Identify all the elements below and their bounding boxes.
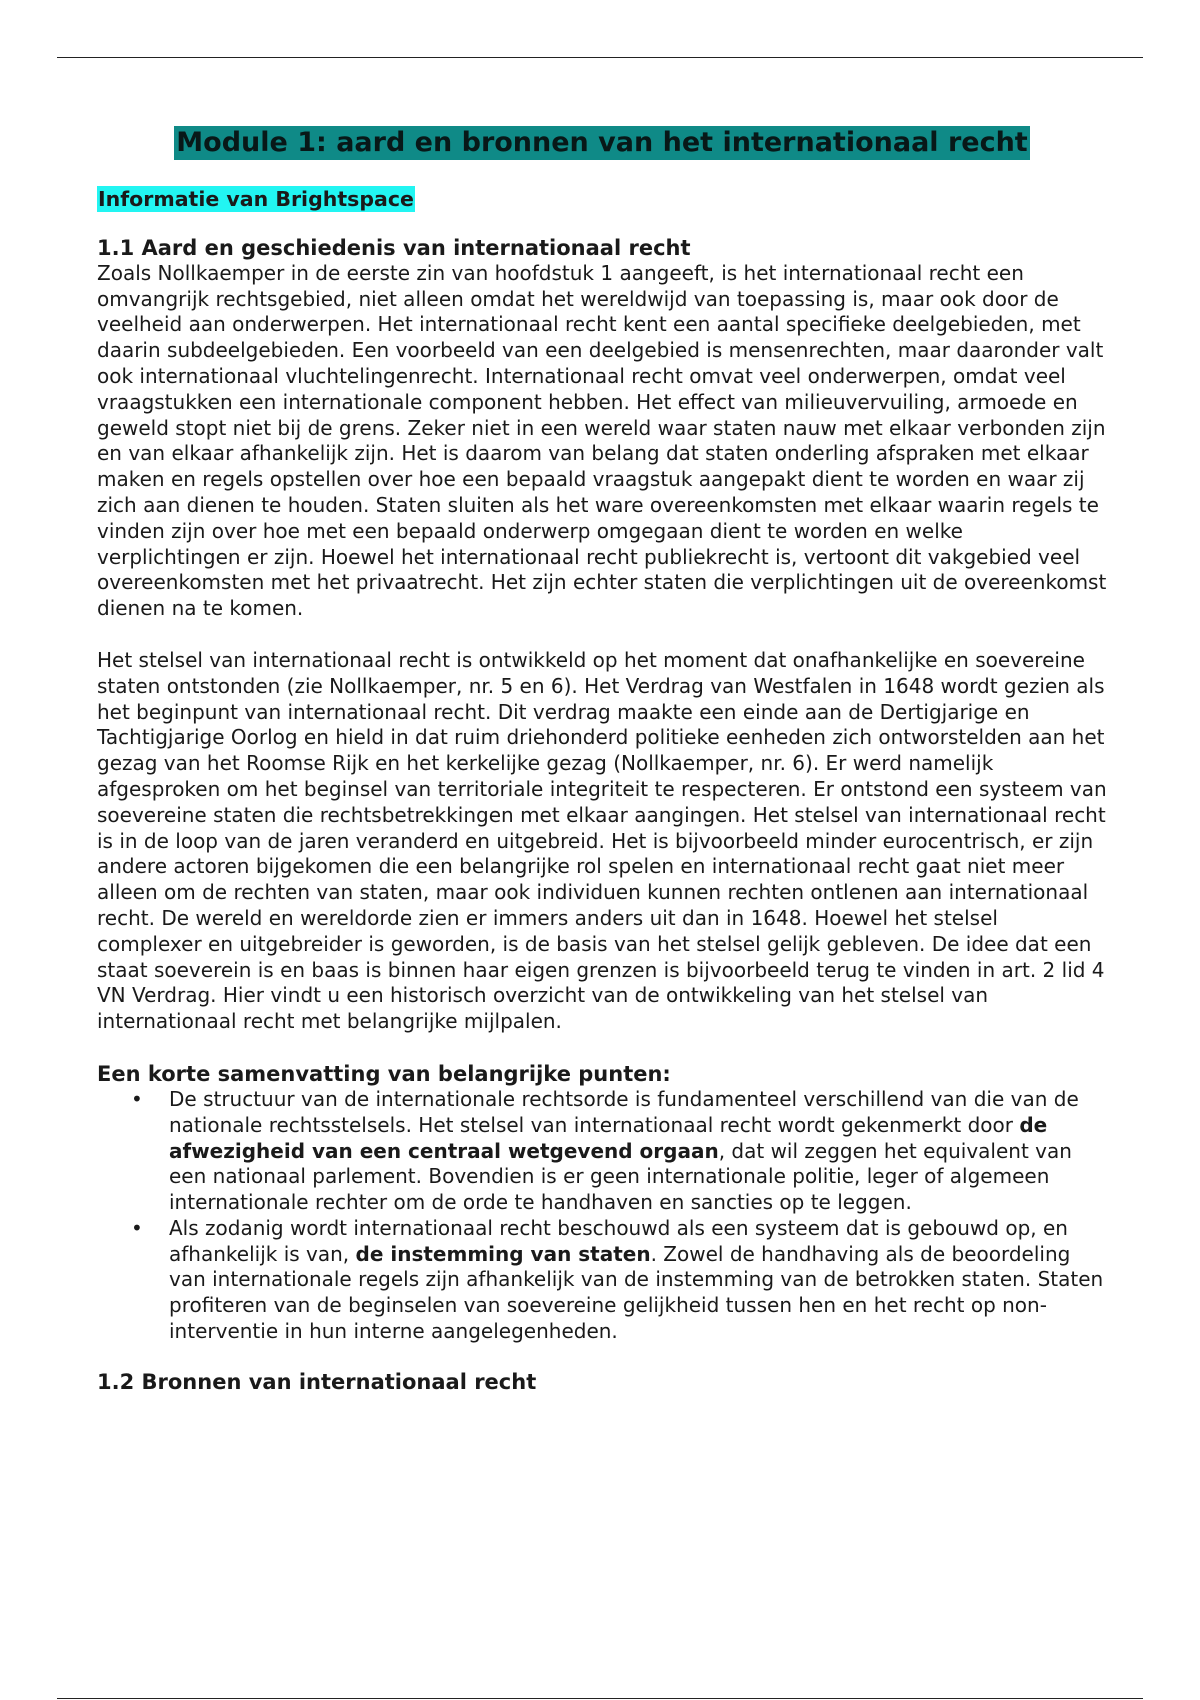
module-title: Module 1: aard en bronnen van het internationaal recht xyxy=(176,127,1028,158)
summary-item xyxy=(97,1087,1107,1216)
bullet-icon: • xyxy=(131,1086,143,1111)
summary-item xyxy=(97,1216,1107,1345)
summary-item-text: De structuur van de internationale rechtsorde is fundamenteel verschillend van die van de nationale rechtsstelsels. Het stelsel van internationaal recht wordt gekenmerkt door xyxy=(169,1086,1079,1137)
footer-rule xyxy=(57,1698,1143,1699)
summary-list xyxy=(97,1087,1107,1345)
summary-item-text: , dat wil zeggen het equivalent van een nationaal parlement. Bovendien is er geen internationale politie, leger of algemeen internationale rechter om de orde te handhaven en sancties op te leggen. xyxy=(169,1138,1072,1215)
info-label: Informatie van Brightspace xyxy=(98,187,414,211)
section-1-1-paragraph-1: Zoals Nollkaemper in de eerste zin van hoofdstuk 1 aangeeft, is het internationaal recht een omvangrijk rechtsgebied, niet alleen omdat het wereldwijd van toepassing is, maar ook door de veelheid aan onderwerpen. Het internationaal recht kent een aantal specifieke deelgebieden, met daarin subdeelgebieden. Een voorbeeld van een deelgebied is mensenrechten, maar daaronder valt ook internationaal vluchtelingenrecht. Internationaal recht omvat veel onderwerpen, omdat veel vraagstukken een internationale component hebben. Het effect van milieuvervuiling, armoede en geweld stopt niet bij de grens. Zeker niet in een wereld waar staten nauw met elkaar verbonden zijn en van elkaar afhankelijk zijn. Het is daarom van belang dat staten onderling afspraken met elkaar maken en regels opstellen over hoe een bepaald vraagstuk aangepakt dient te worden en waar zij zich aan dienen te houden. Staten sluiten als het ware overeenkomsten met elkaar waarin regels te vinden zijn over hoe met een bepaald onderwerp omgegaan dient te worden en welke verplichtingen er zijn. Hoewel het internationaal recht publiekrecht is, vertoont dit vakgebied veel overeenkomsten met het privaatrecht. Het zijn echter staten die verplichtingen uit de overeenkomst dienen na te komen. xyxy=(97,260,1107,621)
section-1-1-paragraph-2: Het stelsel van internationaal recht is ontwikkeld op het moment dat onafhankelijke en soevereine staten ontstonden (zie Nollkaemper, nr. 5 en 6). Het Verdrag van Westfalen in 1648 wordt gezien als het beginpunt van internationaal recht. Dit verdrag maakte een einde aan de Dertigjarige en Tachtigjarige Oorlog en hield in dat ruim driehonderd politieke eenheden zich ontworstelden aan het gezag van het Roomse Rijk en het kerkelijke gezag (Nollkaemper, nr. 6). Er werd namelijk afgesproken om het beginsel van territoriale integriteit te respecteren. Er ontstond een systeem van soevereine staten die rechtsbetrekkingen met elkaar aangingen. Het stelsel van internationaal recht is in de loop van de jaren veranderd en uitgebreid. Het is bijvoorbeeld minder eurocentrisch, er zijn andere actoren bijgekomen die een belangrijke rol spelen en internationaal recht gaat niet meer alleen om de rechten van staten, maar ook individuen kunnen rechten ontlenen aan internationaal recht. De wereld en wereldorde zien er immers anders uit dan in 1648. Hoewel het stelsel complexer en uitgebreider is geworden, is de basis van het stelsel gelijk gebleven. De idee dat een staat soeverein is en baas is binnen haar eigen grenzen is bijvoorbeeld terug te vinden in art. 2 lid 4 VN Verdrag. Hier vindt u een historisch overzicht van de ontwikkeling van het stelsel van internationaal recht met belangrijke mijlpalen. xyxy=(97,647,1107,1034)
header-rule xyxy=(57,57,1143,58)
summary-item-text: Als zodanig wordt internationaal recht beschouwd als een systeem dat is gebouwd op, en afhankelijk is van, xyxy=(169,1215,1068,1266)
section-1-1-heading: 1.1 Aard en geschiedenis van internationaal recht xyxy=(97,235,691,260)
summary-item-text: . Zowel de handhaving als de beoordeling van internationale regels zijn afhankelijk van de instemming van de betrokken staten. Staten profiteren van de beginselen van soevereine gelijkheid tussen hen en het recht op non-interventie in hun interne aangelegenheden. xyxy=(169,1241,1104,1344)
bullet-icon: • xyxy=(131,1215,143,1240)
title-container xyxy=(97,126,1107,160)
summary-item-emphasis: de instemming van staten xyxy=(355,1241,651,1266)
summary-heading: Een korte samenvatting van belangrijke punten: xyxy=(97,1061,671,1086)
summary-item-emphasis: de afwezigheid van een centraal wetgevend orgaan xyxy=(169,1112,1048,1163)
info-label-container xyxy=(97,186,1107,213)
section-1-2-heading: 1.2 Bronnen van internationaal recht xyxy=(97,1369,537,1394)
document-body xyxy=(97,126,1107,1395)
